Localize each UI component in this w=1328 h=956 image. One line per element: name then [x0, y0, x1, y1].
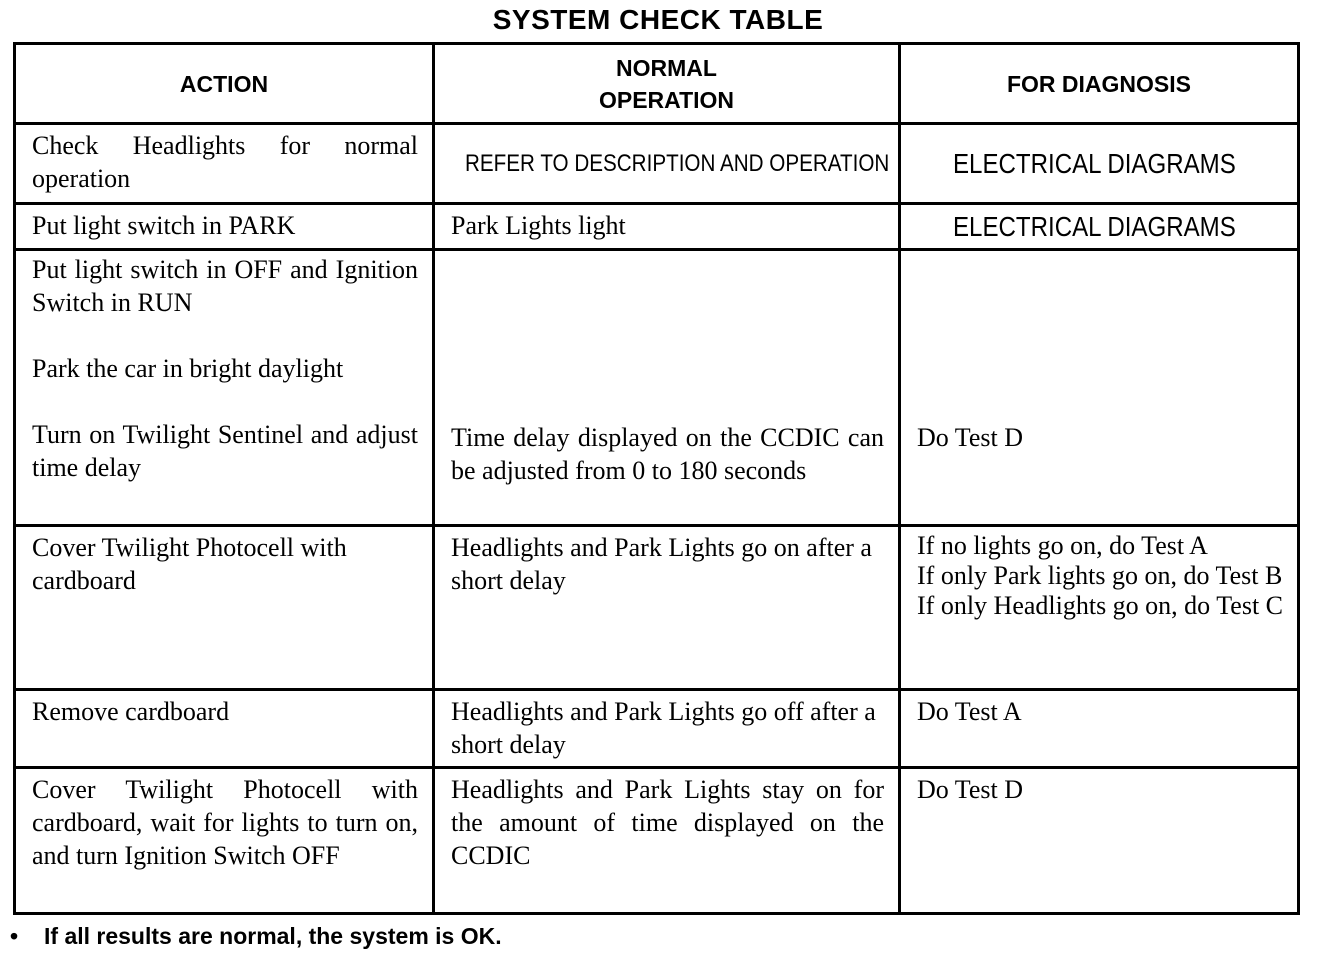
diagnosis-text: ELECTRICAL DIAGRAMS — [953, 147, 1236, 179]
table-header-row — [15, 44, 1299, 124]
header-normal-line2: OPERATION — [598, 86, 735, 113]
action-cell — [15, 768, 434, 914]
system-check-table — [13, 42, 1300, 915]
action-text: Cover Twilight Photocell with cardboard — [32, 533, 347, 595]
diagnosis-cell — [900, 690, 1299, 768]
diagnosis-text: Do Test A — [917, 697, 1022, 726]
normal-cell — [434, 526, 900, 690]
header-normal-operation — [434, 44, 900, 124]
footer-note-text: If all results are normal, the system is OK. — [44, 923, 502, 949]
action-cell — [15, 690, 434, 768]
diagnosis-text: Do Test D — [917, 423, 1024, 452]
table-row — [15, 204, 1299, 250]
action-text-3: Turn on Twilight Sentinel and adjust time delay — [32, 420, 418, 482]
bullet-icon: • — [10, 923, 19, 949]
normal-cell — [434, 204, 900, 250]
footer-note — [10, 918, 502, 954]
action-text: Cover Twilight Photocell with cardboard, wait for lights to turn on, and turn Ignition Switch OFF — [32, 775, 418, 870]
diagnosis-cell — [900, 250, 1299, 526]
table-row — [15, 690, 1299, 768]
normal-cell — [434, 124, 900, 204]
diagnosis-text-3: If only Headlights go on, do Test C — [917, 591, 1284, 620]
diagnosis-text: Do Test D — [917, 775, 1024, 804]
diagnosis-text: ELECTRICAL DIAGRAMS — [953, 210, 1236, 242]
diagnosis-text-1: If no lights go on, do Test A — [917, 531, 1208, 560]
action-text-2: Park the car in bright daylight — [32, 354, 344, 383]
normal-text: Time delay displayed on the CCDIC can be adjusted from 0 to 180 seconds — [451, 423, 884, 485]
action-text: Put light switch in PARK — [32, 211, 296, 240]
diagnosis-cell — [900, 526, 1299, 690]
action-cell — [15, 526, 434, 690]
action-text-1: Put light switch in OFF and Ignition Switch in RUN — [32, 255, 418, 317]
table-row — [15, 768, 1299, 914]
header-for-diagnosis: FOR DIAGNOSIS — [900, 44, 1299, 124]
normal-text: Headlights and Park Lights go off after a short delay — [451, 697, 876, 759]
normal-text: Headlights and Park Lights stay on for the amount of time displayed on the CCDIC — [451, 775, 884, 870]
diagnosis-cell — [900, 768, 1299, 914]
action-text: Remove cardboard — [32, 697, 230, 726]
diagnosis-cell — [900, 124, 1299, 204]
diagnosis-text-2: If only Park lights go on, do Test B — [917, 561, 1283, 590]
action-cell — [15, 124, 434, 204]
action-text: Check Headlights for normal operation — [32, 131, 418, 193]
normal-text: Park Lights light — [451, 211, 626, 240]
normal-text: Headlights and Park Lights go on after a short delay — [451, 533, 872, 595]
action-cell — [15, 250, 434, 526]
diagnosis-cell — [900, 204, 1299, 250]
table-row — [15, 526, 1299, 690]
header-normal-line1: NORMAL — [616, 54, 717, 81]
normal-cell — [434, 768, 900, 914]
header-action: ACTION — [15, 44, 434, 124]
table-row — [15, 124, 1299, 204]
normal-text: REFER TO DESCRIPTION AND OPERATION — [465, 149, 890, 177]
table-row — [15, 250, 1299, 526]
normal-cell — [434, 250, 900, 526]
action-cell — [15, 204, 434, 250]
normal-cell — [434, 690, 900, 768]
page-title: SYSTEM CHECK TABLE — [492, 4, 824, 35]
